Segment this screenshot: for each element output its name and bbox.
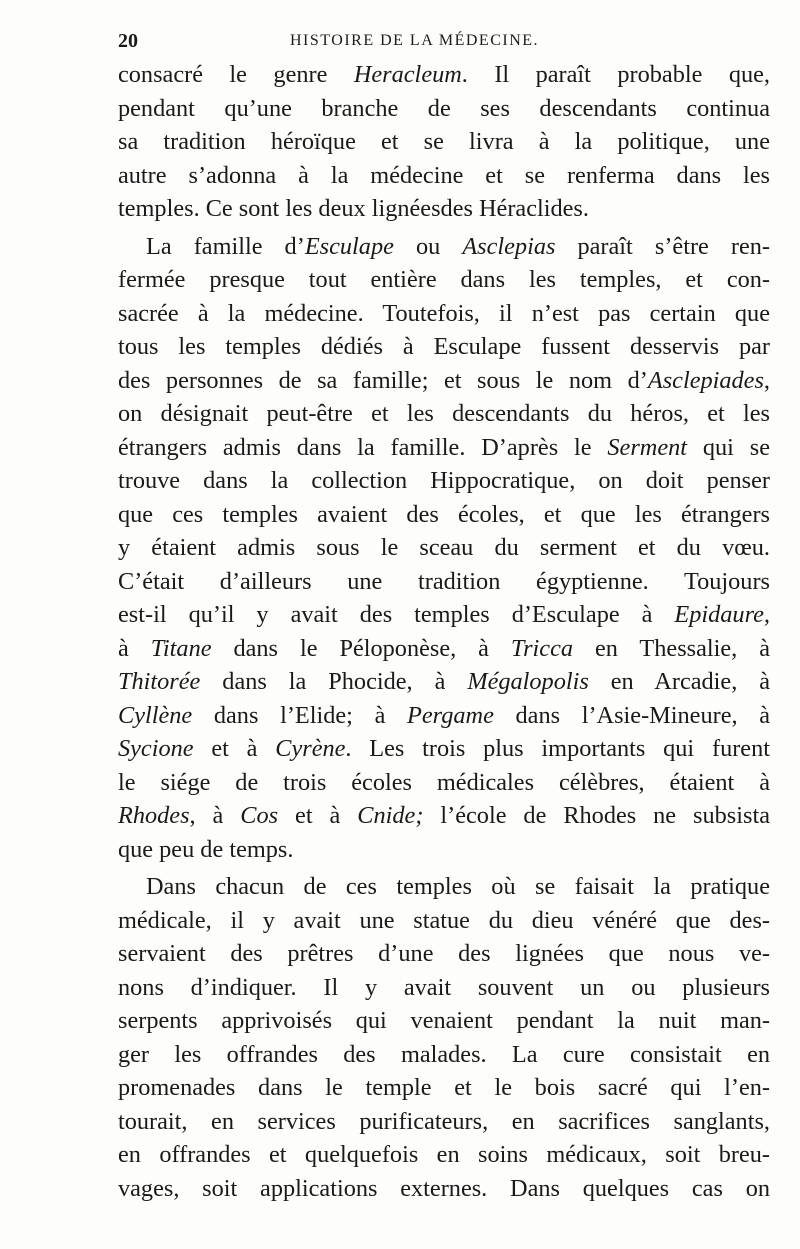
text-segment: sa tradition héroïque et se livra à la politique, une xyxy=(118,128,770,155)
text-line xyxy=(118,464,770,498)
text-line xyxy=(118,263,770,297)
text-segment: y étaient admis sous le sceau du serment et du vœu. xyxy=(118,534,770,561)
italic-text: Cyllène xyxy=(118,701,193,729)
text-line xyxy=(118,192,770,226)
text-line xyxy=(118,971,770,1005)
text-segment: et à xyxy=(193,735,276,762)
text-line xyxy=(118,699,770,733)
text-line xyxy=(118,1004,770,1038)
text-segment: l’école de Rhodes ne subsista xyxy=(423,802,770,829)
text-line xyxy=(118,565,770,599)
text-segment: vages, soit applications externes. Dans quelques cas on xyxy=(118,1174,770,1202)
text-line xyxy=(118,732,770,766)
italic-text: Cos xyxy=(240,802,279,829)
text-line xyxy=(118,904,770,938)
italic-text: Pergame xyxy=(407,701,494,729)
text-segment: C’était d’ailleurs une tradition égyptienne. Toujours xyxy=(118,567,770,595)
text-line xyxy=(118,937,770,971)
text-line xyxy=(118,632,770,666)
text-segment: promenades dans le temple et le bois sacré qui l’en- xyxy=(118,1074,770,1101)
text-segment: temples. Ce sont les deux lignéesdes Héraclides. xyxy=(118,195,589,222)
italic-text: Sycione xyxy=(118,735,194,762)
text-line xyxy=(118,92,770,126)
text-segment: on désignait peut-être et les descendants du héros, et les xyxy=(118,400,770,427)
text-segment: paraît s’être ren- xyxy=(555,232,771,260)
text-segment: à xyxy=(118,634,151,662)
text-segment: en Arcadie, à xyxy=(588,668,771,695)
italic-text: Cnide; xyxy=(357,802,424,829)
text-segment: Dans chacun de ces temples où se faisait la pratique xyxy=(146,873,770,900)
text-segment: en offrandes et quelquefois en soins médicaux, soit breu- xyxy=(118,1141,770,1168)
text-segment: en Thessalie, à xyxy=(573,634,770,662)
text-line xyxy=(118,397,770,431)
text-line xyxy=(118,1038,770,1072)
italic-text: Rhodes xyxy=(118,802,190,829)
text-line xyxy=(118,870,770,904)
text-segment: fermée presque tout entière dans les temples, et con- xyxy=(118,266,770,293)
italic-text: Tricca xyxy=(510,634,574,662)
text-segment: dans la Phocide, à xyxy=(200,668,468,695)
text-segment: tous les temples dédiés à Esculape fussent desservis par xyxy=(118,333,770,360)
text-line xyxy=(118,431,770,465)
text-line xyxy=(118,58,770,92)
text-line xyxy=(118,766,770,800)
text-segment: étrangers admis dans la famille. D’après le xyxy=(118,433,608,461)
italic-text: Esculape xyxy=(304,232,394,260)
text-segment: qui se xyxy=(687,433,771,461)
text-line xyxy=(118,498,770,532)
text-line xyxy=(118,364,770,398)
text-segment: consacré le genre xyxy=(118,61,354,88)
italic-text: Cyrène xyxy=(275,735,346,762)
italic-text: Asclepiades xyxy=(647,366,764,394)
text-segment: . Il paraît probable que, xyxy=(461,61,770,88)
text-line xyxy=(118,1138,770,1172)
text-segment: serpents apprivoisés qui venaient pendant la nuit man- xyxy=(118,1007,770,1034)
text-segment: servaient des prêtres d’une des lignées que nous ve- xyxy=(118,940,770,967)
text-line xyxy=(118,1172,770,1206)
italic-text: Epidaure, xyxy=(674,601,770,628)
text-segment: des personnes de sa famille; et sous le nom d’ xyxy=(118,366,648,394)
italic-text: Thitorée xyxy=(118,668,201,695)
text-segment: le siége de trois écoles médicales célèbres, étaient à xyxy=(118,768,770,796)
text-line xyxy=(118,230,770,264)
text-line xyxy=(118,833,770,867)
text-segment: nons d’indiquer. Il y avait souvent un ou plusieurs xyxy=(118,973,770,1001)
italic-text: Heracleum xyxy=(353,61,462,88)
text-segment: , à xyxy=(189,802,241,829)
text-line xyxy=(118,159,770,193)
text-segment: que peu de temps. xyxy=(118,835,294,863)
text-segment: ger les offrandes des malades. La cure consistait en xyxy=(118,1040,770,1068)
text-segment: que ces temples avaient des écoles, et que les étrangers xyxy=(118,500,770,528)
italic-text: Titane xyxy=(150,634,212,662)
text-line xyxy=(118,665,770,699)
text-segment: pendant qu’une branche de ses descendants continua xyxy=(118,94,770,122)
text-segment: , xyxy=(763,366,770,394)
text-line xyxy=(118,297,770,331)
text-line xyxy=(118,1105,770,1139)
text-line xyxy=(118,1071,770,1105)
text-segment: autre s’adonna à la médecine et se renferma dans les xyxy=(118,161,770,189)
text-segment: dans l’Elide; à xyxy=(192,701,408,729)
text-segment: dans le Péloponèse, à xyxy=(211,634,511,662)
text-line xyxy=(118,531,770,565)
body-text xyxy=(118,58,770,1205)
text-segment: et à xyxy=(278,802,358,829)
text-segment: est-il qu’il y avait des temples d’Esculape à xyxy=(118,601,675,628)
running-head: HISTOIRE DE LA MÉDECINE. xyxy=(290,32,540,49)
text-segment: . Les trois plus importants qui furent xyxy=(345,735,770,762)
text-segment: La famille d’ xyxy=(146,232,305,260)
text-segment: sacrée à la médecine. Toutefois, il n’est pas certain que xyxy=(118,299,770,327)
text-line xyxy=(118,598,770,632)
text-segment: médicale, il y avait une statue du dieu vénéré que des- xyxy=(118,906,770,934)
text-segment: dans l’Asie-Mineure, à xyxy=(493,701,771,729)
italic-text: Asclepias xyxy=(462,232,556,260)
page-number: 20 xyxy=(118,30,138,52)
italic-text: Mégalopolis xyxy=(467,668,589,695)
text-segment: trouve dans la collection Hippocratique, on doit penser xyxy=(118,467,770,494)
page-header xyxy=(118,30,770,56)
text-segment: ou xyxy=(393,232,463,260)
text-segment: tourait, en services purificateurs, en sacrifices sanglants, xyxy=(118,1107,770,1135)
text-line xyxy=(118,799,770,833)
text-line xyxy=(118,125,770,159)
text-line xyxy=(118,330,770,364)
italic-text: Serment xyxy=(607,433,688,461)
